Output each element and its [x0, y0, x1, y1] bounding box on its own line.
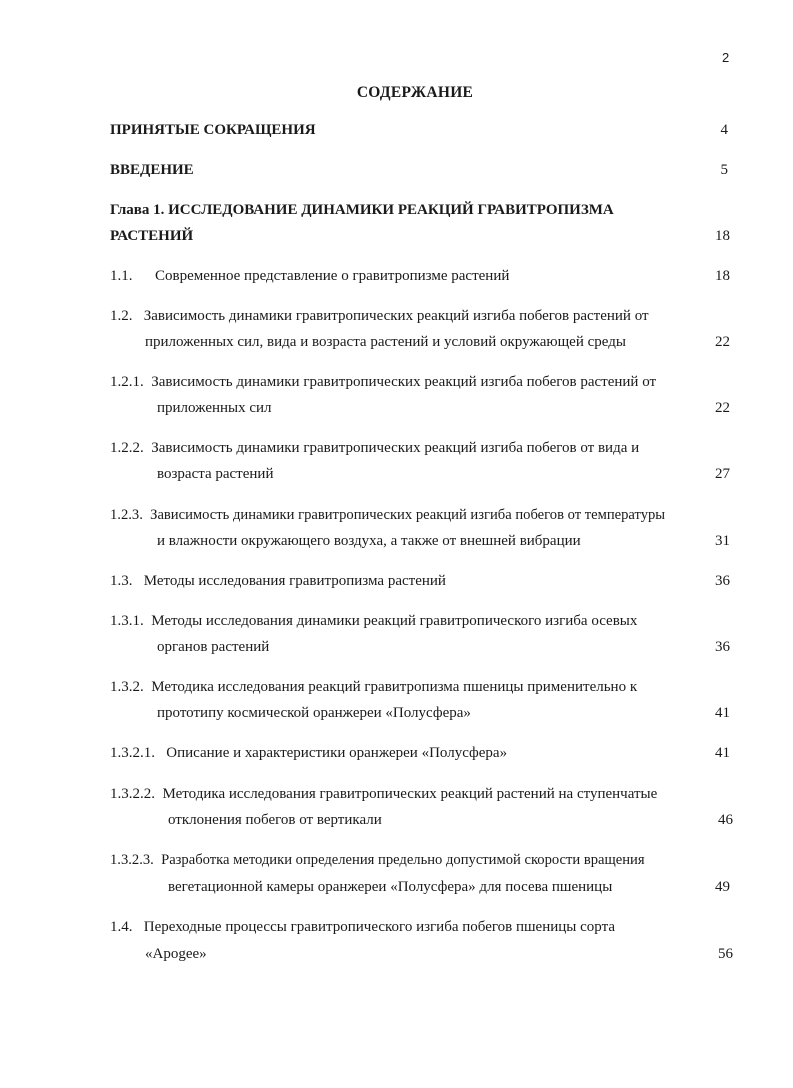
toc-entry-page: 46	[718, 812, 733, 828]
toc-entry-text-continued: приложенных сил	[157, 400, 272, 416]
toc-entry-page: 4	[720, 122, 728, 138]
toc-entry-text: 1.3.2.3. Разработка методики определения предельно допустимой скорости вращения	[110, 852, 645, 868]
toc-entry-text: 1.3.2.1. Описание и характеристики оранжереи «Полусфера»	[110, 745, 508, 761]
toc-entry-page: 31	[715, 533, 730, 549]
toc-entry-text-continued: отклонения побегов от вертикали	[168, 812, 382, 828]
toc-entry-text: ВВЕДЕНИЕ	[110, 162, 194, 178]
toc-entry-text-continued: прототипу космической оранжереи «Полусфера»	[157, 705, 471, 721]
toc-entry-text-continued: приложенных сил, вида и возраста растений и условий окружающей среды	[145, 334, 626, 350]
toc-entry-page: 18	[715, 228, 730, 244]
toc-entry-text: 1.2. Зависимость динамики гравитропических реакций изгиба побегов растений от	[110, 308, 649, 324]
page-number: 2	[722, 50, 730, 65]
page-title: СОДЕРЖАНИЕ	[356, 84, 474, 101]
toc-entry-page: 18	[715, 268, 730, 284]
toc-entry-text-continued: «Apogee»	[145, 946, 207, 962]
toc-entry-text: 1.1. Современное представление о гравитропизме растений	[110, 268, 510, 284]
toc-entry-text: 1.2.3. Зависимость динамики гравитропических реакций изгиба побегов от температуры	[110, 507, 666, 523]
toc-entry-page: 36	[715, 573, 730, 589]
toc-entry-text: 1.3.2. Методика исследования реакций гравитропизма пшеницы применительно к	[110, 679, 638, 695]
toc-entry-text-continued: РАСТЕНИЙ	[110, 228, 194, 244]
toc-entry-page: 56	[718, 946, 733, 962]
toc-entry-page: 5	[720, 162, 728, 178]
toc-entry-text: Глава 1. ИССЛЕДОВАНИЕ ДИНАМИКИ РЕАКЦИЙ ГРАВИТРОПИЗМА	[110, 202, 614, 218]
toc-entry-page: 22	[715, 400, 730, 416]
toc-entry-text: 1.2.2. Зависимость динамики гравитропических реакций изгиба побегов от вида и	[110, 440, 640, 456]
toc-entry-page: 49	[715, 879, 730, 895]
toc-entry-text: 1.3. Методы исследования гравитропизма растений	[110, 573, 446, 589]
toc-entry-text-continued: и влажности окружающего воздуха, а также от внешней вибрации	[157, 533, 581, 549]
toc-entry-text-continued: возраста растений	[157, 466, 274, 482]
toc-entry-page: 41	[715, 705, 730, 721]
toc-entry-text-continued: вегетационной камеры оранжереи «Полусфера» для посева пшеницы	[168, 879, 613, 895]
toc-entry-page: 22	[715, 334, 730, 350]
toc-entry-page: 36	[715, 639, 730, 655]
toc-entry-page: 27	[715, 466, 730, 482]
toc-entry-text: 1.3.2.2. Методика исследования гравитропических реакций растений на ступенчатые	[110, 786, 658, 802]
toc-entry-text: 1.3.1. Методы исследования динамики реакций гравитропического изгиба осевых	[110, 613, 638, 629]
toc-entry-page: 41	[715, 745, 730, 761]
toc-entry-text: 1.4. Переходные процессы гравитропического изгиба побегов пшеницы сорта	[110, 919, 615, 935]
toc-entry-text-continued: органов растений	[157, 639, 270, 655]
toc-entry-text: ПРИНЯТЫЕ СОКРАЩЕНИЯ	[110, 122, 316, 138]
toc-entry-text: 1.2.1. Зависимость динамики гравитропических реакций изгиба побегов растений от	[110, 374, 657, 390]
